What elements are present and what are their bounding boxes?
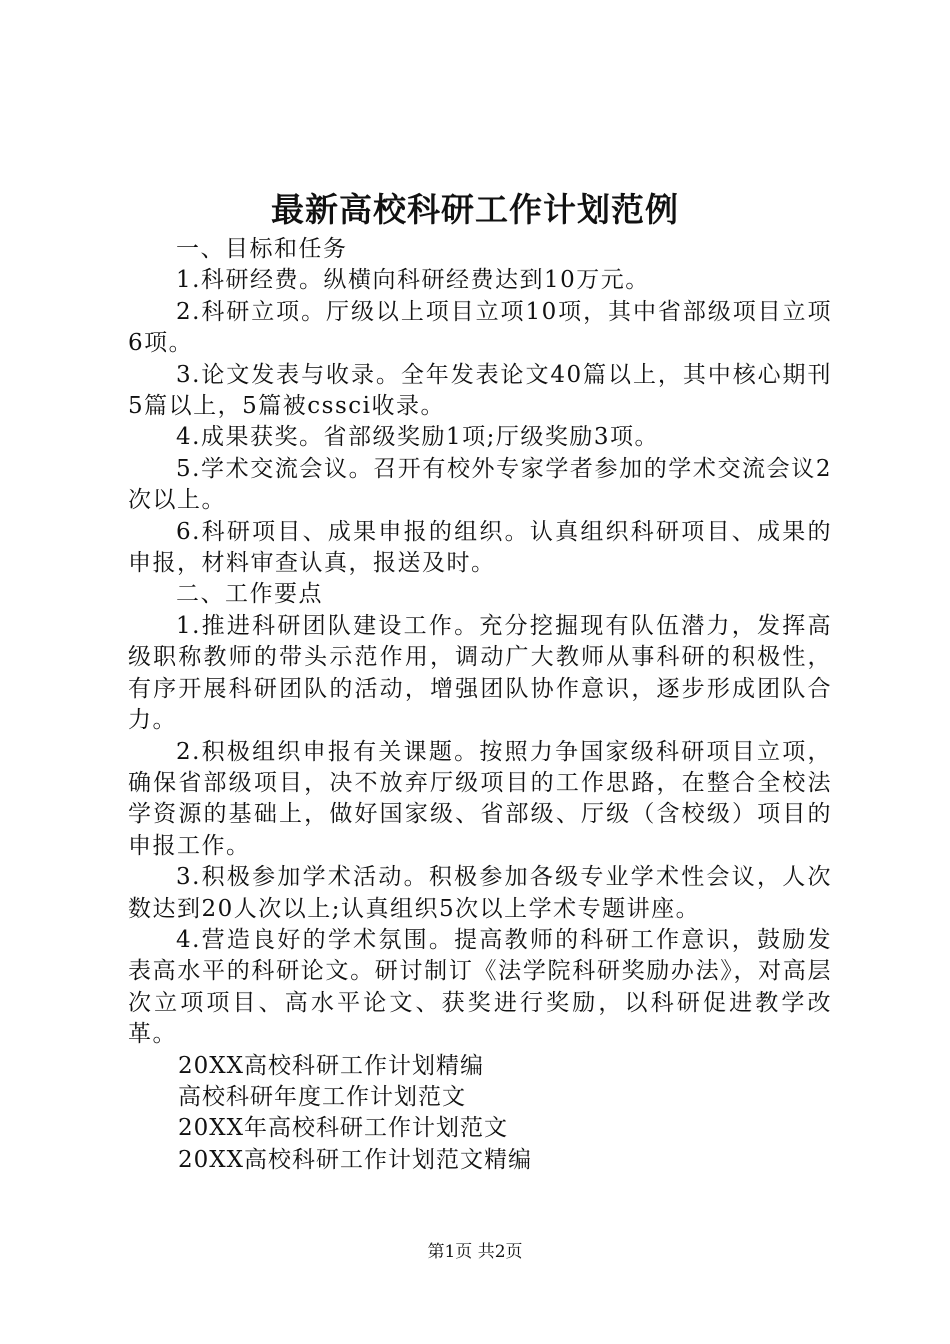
related-link[interactable]: 高校科研年度工作计划范文 (178, 1083, 466, 1110)
document-body (128, 234, 832, 1176)
paragraph: 2.积极组织申报有关课题。按照力争国家级科研项目立项，确保省部级项目，决不放弃厅级项目的工作思路，在整合全校法学资源的基础上，做好国家级、省部级、厅级（含校级）项目的申报工作。 (128, 738, 832, 859)
related-link[interactable]: 20XX年高校科研工作计划范文 (178, 1115, 509, 1142)
paragraph: 6.科研项目、成果申报的组织。认真组织科研项目、成果的申报，材料审查认真，报送及时。 (128, 518, 832, 577)
paragraph: 1.科研经费。纵横向科研经费达到10万元。 (176, 267, 650, 294)
paragraph: 2.科研立项。厅级以上项目立项10项，其中省部级项目立项6项。 (128, 298, 832, 357)
document-title: 最新高校科研工作计划范例 (271, 190, 679, 229)
paragraph: 3.积极参加学术活动。积极参加各级专业学术性会议，人次数达到20人次以上;认真组织5次以上学术专题讲座。 (128, 864, 832, 922)
page-footer: 第1页 共2页 (427, 1242, 523, 1262)
section-heading-goals: 一、目标和任务 (176, 236, 348, 262)
paragraph: 3.论文发表与收录。全年发表论文40篇以上，其中核心期刊5篇以上，5篇被cssci收录。 (128, 361, 832, 420)
related-link[interactable]: 20XX高校科研工作计划精编 (178, 1052, 485, 1079)
paragraph: 4.营造良好的学术氛围。提高教师的科研工作意识，鼓励发表高水平的科研论文。研讨制订《法学院科研奖励办法》，对高层次立项项目、高水平论文、获奖进行奖励，以科研促进教学改革。 (128, 926, 832, 1048)
section-heading-key-points: 二、工作要点 (176, 581, 323, 608)
paragraph: 5.学术交流会议。召开有校外专家学者参加的学术交流会议2次以上。 (128, 455, 832, 514)
paragraph: 4.成果获奖。省部级奖励1项;厅级奖励3项。 (176, 424, 659, 451)
paragraph: 1.推进科研团队建设工作。充分挖掘现有队伍潜力，发挥高级职称教师的带头示范作用，调动广大教师从事科研的积极性，有序开展科研团队的活动，增强团队协作意识，逐步形成团队合力。 (128, 612, 832, 734)
related-link[interactable]: 20XX高校科研工作计划范文精编 (178, 1146, 533, 1173)
